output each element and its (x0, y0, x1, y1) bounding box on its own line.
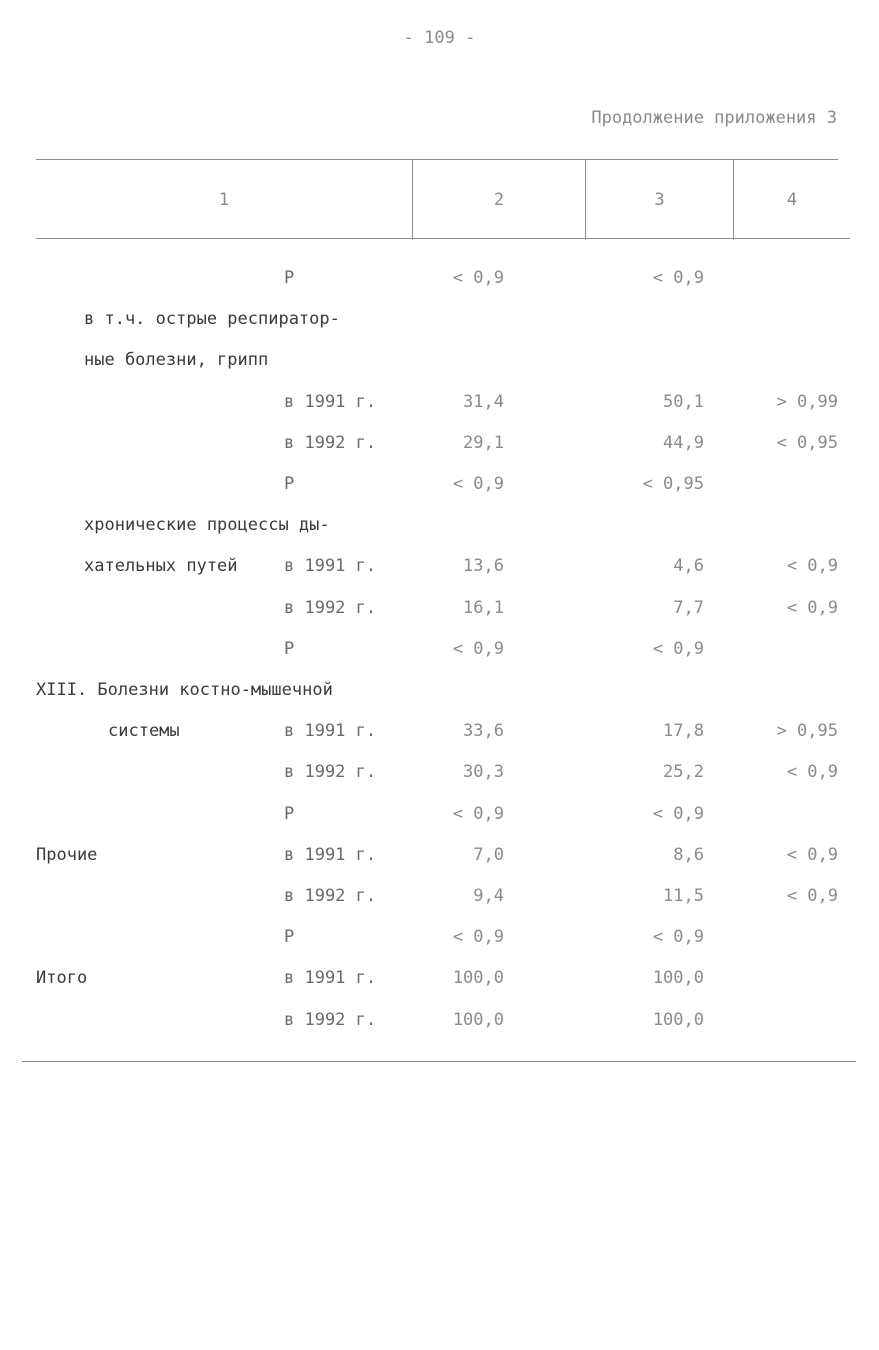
cell-col2: 16,1 (463, 598, 504, 618)
row-sublabel: в 1992 г. (284, 886, 377, 906)
cell-col4: < 0,9 (786, 556, 838, 576)
cell-col4: < 0,9 (786, 845, 838, 865)
cell-col2: 31,4 (463, 392, 504, 412)
row-sublabel: в 1992 г. (284, 1010, 377, 1030)
row-sublabel: P (284, 804, 295, 824)
cell-col2: 100,0 (452, 1010, 504, 1030)
row-sublabel: в 1991 г. (284, 556, 377, 576)
cell-col3: 7,7 (673, 598, 704, 618)
cell-col2: 33,6 (463, 721, 504, 741)
row-sublabel: P (284, 639, 295, 659)
row-sublabel: P (284, 927, 295, 947)
cell-col3: < 0,9 (652, 927, 704, 947)
cell-col2: 100,0 (452, 968, 504, 988)
cell-col2: 29,1 (463, 433, 504, 453)
cell-col3: 100,0 (652, 1010, 704, 1030)
cell-col3: < 0,9 (652, 639, 704, 659)
column-header-1: 1 (218, 190, 230, 210)
page-number: - 109 - (403, 28, 476, 48)
cell-col3: 11,5 (663, 886, 704, 906)
cell-col4: < 0,9 (786, 762, 838, 782)
cell-col2: 13,6 (463, 556, 504, 576)
row-sublabel: в 1992 г. (284, 762, 377, 782)
cell-col4: < 0,95 (776, 433, 838, 453)
cell-col2: < 0,9 (452, 639, 504, 659)
cell-col2: < 0,9 (452, 268, 504, 288)
cell-col4: > 0,99 (776, 392, 838, 412)
continuation-caption: Продолжение приложения 3 (591, 108, 837, 128)
row-sublabel: P (284, 474, 295, 494)
row-label: системы (108, 721, 180, 741)
cell-col3: < 0,9 (652, 268, 704, 288)
cell-col3: < 0,9 (652, 804, 704, 824)
cell-col2: 7,0 (473, 845, 504, 865)
cell-col4: < 0,9 (786, 886, 838, 906)
row-label: хательных путей (84, 556, 238, 576)
cell-col3: 8,6 (673, 845, 704, 865)
row-sublabel: в 1991 г. (284, 968, 377, 988)
cell-col3: < 0,95 (642, 474, 704, 494)
cell-col3: 4,6 (673, 556, 704, 576)
row-label: Итого (36, 968, 88, 988)
row-label: ные болезни, грипп (84, 350, 269, 370)
row-label: хронические процессы ды- (84, 515, 330, 535)
row-sublabel: в 1992 г. (284, 433, 377, 453)
cell-col3: 25,2 (663, 762, 704, 782)
cell-col4: > 0,95 (776, 721, 838, 741)
row-label: Прочие (36, 845, 98, 865)
row-sublabel: в 1991 г. (284, 845, 377, 865)
column-header-2: 2 (493, 190, 505, 210)
row-label: в т.ч. острые респиратор- (84, 309, 340, 329)
cell-col2: < 0,9 (452, 804, 504, 824)
header-bottom-rule (36, 238, 850, 239)
row-sublabel: в 1992 г. (284, 598, 377, 618)
column-header-4: 4 (786, 190, 798, 210)
cell-col3: 44,9 (663, 433, 704, 453)
cell-col3: 50,1 (663, 392, 704, 412)
column-header-3: 3 (654, 190, 665, 210)
row-sublabel: P (284, 268, 295, 288)
cell-col2: 9,4 (473, 886, 504, 906)
cell-col3: 100,0 (652, 968, 704, 988)
cell-col4: < 0,9 (786, 598, 838, 618)
cell-col2: 30,3 (463, 762, 504, 782)
table-top-rule (36, 159, 838, 160)
row-sublabel: в 1991 г. (284, 721, 377, 741)
cell-col3: 17,8 (663, 721, 704, 741)
cell-col2: < 0,9 (452, 474, 504, 494)
row-sublabel: в 1991 г. (284, 392, 377, 412)
table-bottom-rule (22, 1061, 856, 1062)
cell-col2: < 0,9 (452, 927, 504, 947)
row-label: XIII. Болезни костно-мышечной (36, 680, 333, 700)
